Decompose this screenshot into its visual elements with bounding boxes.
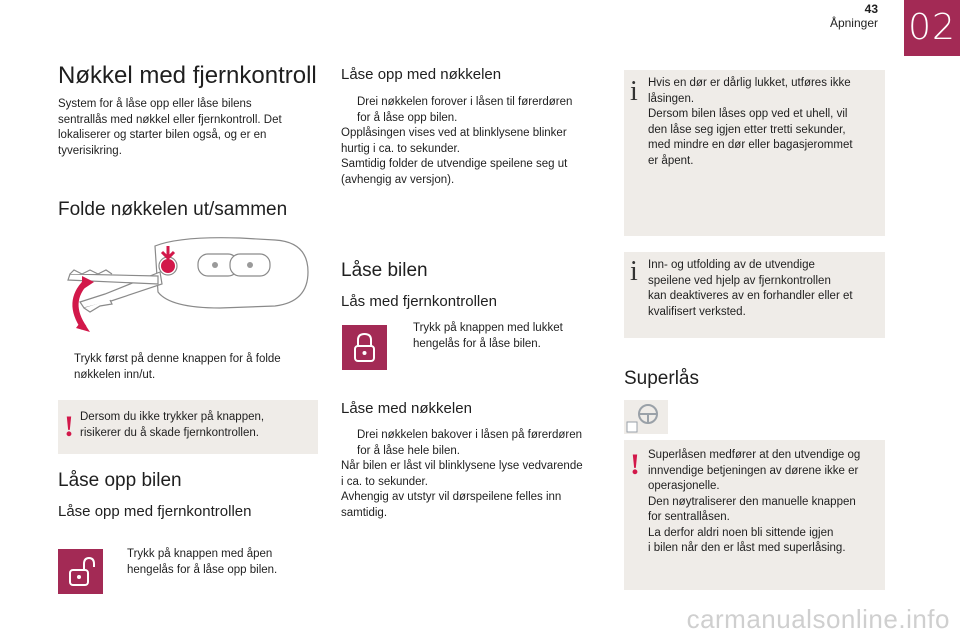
fold-bullet: Trykk først på denne knappen for å folde nøkkelen inn/ut. (58, 352, 313, 383)
unlock-key-bullet: Drei nøkkelen forover i låsen til førerdøren for å låse opp bilen. (341, 95, 611, 126)
unlock-remote-heading: Låse opp med fjernkontrollen (58, 503, 252, 520)
lock-heading: Låse bilen (341, 260, 428, 281)
info-icon: i (630, 76, 638, 107)
page-title: Nøkkel med fjernkontroll (58, 62, 317, 89)
open-padlock-icon (58, 549, 103, 594)
info-icon: i (630, 256, 638, 287)
warning-icon: ! (64, 410, 74, 443)
unlock-remote-bullet: Trykk på knappen med åpen hengelås for å låse opp bilen. (111, 547, 311, 578)
bullet-arrow-icon (58, 352, 74, 383)
closed-padlock-icon (342, 325, 387, 370)
page-number: 43 (864, 2, 878, 16)
section-name: Åpninger (829, 16, 878, 30)
fold-heading: Folde nøkkelen ut/sammen (58, 199, 288, 220)
steering-wheel-graphic (624, 400, 668, 434)
watermark: carmanualsonline.info (686, 604, 950, 634)
superlock-warning-box: ! Superlåsen medfører at den utvendige og innvendige betjeningen av dørene ikke er operasjonelle. Den nøytraliserer den manuelle knappen for sentrallåsen. La derfor aldri noen bli sittende igjen i bilen når den er låst med superlåsing. (624, 440, 885, 590)
bullet-arrow-icon (341, 428, 357, 459)
unlock-key-text: Opplåsingen vises ved at blinklysene blinker hurtig i ca. to sekunder. Samtidig folder de utvendige speilene seg ut (avhengig av versjon). (341, 127, 568, 186)
fold-warning-box: ! Dersom du ikke trykker på knappen, risikerer du å skade fjernkontrollen. (58, 400, 318, 454)
info-box-mirrors: i Inn- og utfolding av de utvendige speilene ved hjelp av fjernkontrollen kan deaktiveres av en forhandler eller et kvalifisert verksted. (624, 252, 885, 338)
info-box-locking: i Hvis en dør er dårlig lukket, utføres ikke låsingen. Dersom bilen låses opp ved et uhell, vil den låse seg igjen etter tretti sekunder, med mindre en dør eller bagasjerommet er åpent. (624, 70, 885, 236)
superlock-heading: Superlås (624, 368, 699, 389)
lock-padlock-tile (342, 325, 387, 370)
lock-key-bullet: Drei nøkkelen bakover i låsen på førerdøren for å låse hele bilen. (341, 428, 611, 459)
steering-wheel-icon (624, 400, 668, 434)
warning-icon: ! (630, 448, 640, 481)
bullet-arrow-icon (341, 95, 357, 126)
lock-key-text: Når bilen er låst vil blinklysene lyse vedvarende i ca. to sekunder. Avhengig av utstyr vil dørspeilene felles inn samtidig. (341, 460, 583, 519)
bullet-arrow-icon (111, 547, 127, 578)
chapter-tab[interactable]: 02 (904, 0, 960, 56)
lock-remote-heading: Lås med fjernkontrollen (341, 293, 497, 310)
lock-key-heading: Låse med nøkkelen (341, 400, 472, 417)
lock-remote-bullet: Trykk på knappen med lukket hengelås for å låse bilen. (397, 321, 607, 352)
intro-text: System for å låse opp eller låse bilens sentrallås med nøkkel eller fjernkontroll. Det lokaliserer og starter bilen også, og er en tyverisikring. (58, 98, 282, 157)
unlock-heading: Låse opp bilen (58, 470, 182, 491)
unlock-padlock-tile (58, 549, 103, 594)
key-fold-illustration (60, 232, 315, 337)
bullet-arrow-icon (397, 321, 413, 352)
unlock-key-heading: Låse opp med nøkkelen (341, 66, 502, 83)
